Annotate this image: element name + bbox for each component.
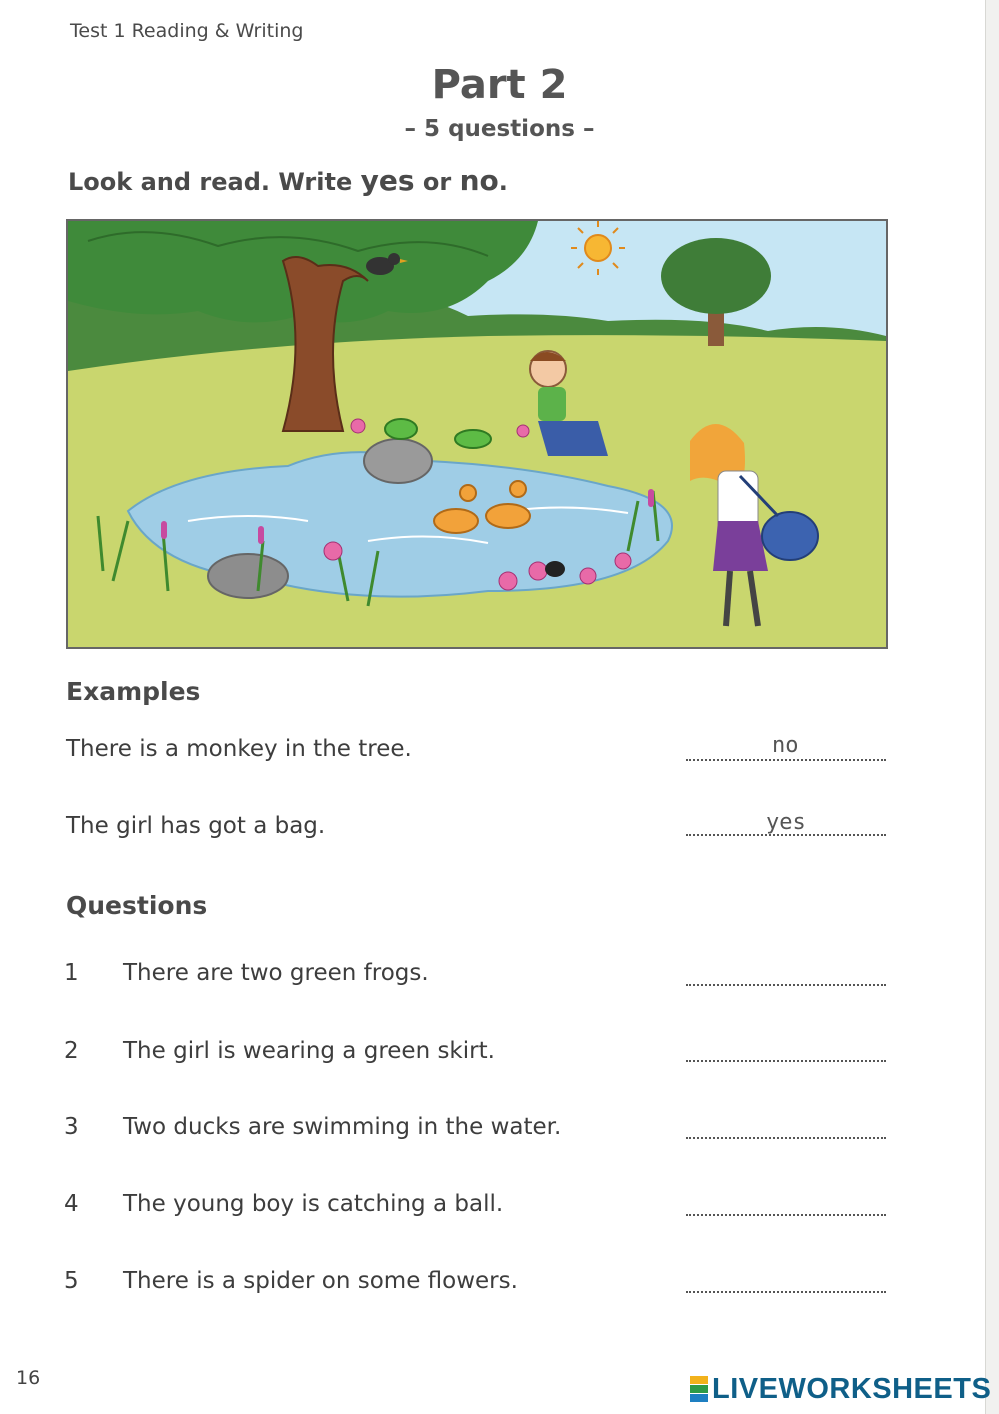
page-header: Test 1 Reading & Writing (70, 20, 304, 42)
question-1-number: 1 (64, 960, 79, 986)
page-subtitle: – 5 questions – (404, 116, 595, 142)
example-2-text: The girl has got a bag. (66, 813, 326, 839)
instruction-yes: yes (360, 164, 415, 197)
question-4-text: The young boy is catching a ball. (123, 1191, 504, 1217)
park-pond-illustration (66, 219, 888, 649)
instruction-prefix: Look and read. Write (68, 168, 361, 196)
page-title: Part 2 (431, 62, 568, 108)
liveworksheets-logo-icon (690, 1376, 708, 1402)
instruction-middle: or (414, 168, 460, 196)
question-2-text: The girl is wearing a green skirt. (123, 1038, 495, 1064)
question-1-answer-line[interactable] (686, 984, 886, 986)
example-1-answer: no (772, 733, 799, 758)
question-1-text: There are two green frogs. (123, 960, 429, 986)
question-5-answer-line[interactable] (686, 1291, 886, 1293)
example-2-answer-line (686, 834, 886, 836)
examples-heading: Examples (66, 677, 201, 706)
question-3-answer-line[interactable] (686, 1137, 886, 1139)
example-1-answer-line (686, 759, 886, 761)
page-number: 16 (16, 1367, 41, 1389)
example-2-answer: yes (766, 810, 806, 835)
question-5-number: 5 (64, 1268, 79, 1294)
question-5-text: There is a spider on some flowers. (123, 1268, 518, 1294)
questions-heading: Questions (66, 891, 208, 920)
question-3-text: Two ducks are swimming in the water. (123, 1114, 562, 1140)
instruction (68, 164, 508, 197)
instruction-suffix: . (498, 168, 508, 196)
brand-name: LIVEWORKSHEETS (712, 1372, 992, 1405)
instruction-no: no (459, 164, 499, 197)
liveworksheets-brand[interactable] (690, 1372, 991, 1406)
example-1-text: There is a monkey in the tree. (66, 736, 412, 762)
question-4-number: 4 (64, 1191, 79, 1217)
question-2-answer-line[interactable] (686, 1060, 886, 1062)
question-3-number: 3 (64, 1114, 79, 1140)
page-edge (985, 0, 999, 1414)
question-2-number: 2 (64, 1038, 79, 1064)
question-4-answer-line[interactable] (686, 1214, 886, 1216)
